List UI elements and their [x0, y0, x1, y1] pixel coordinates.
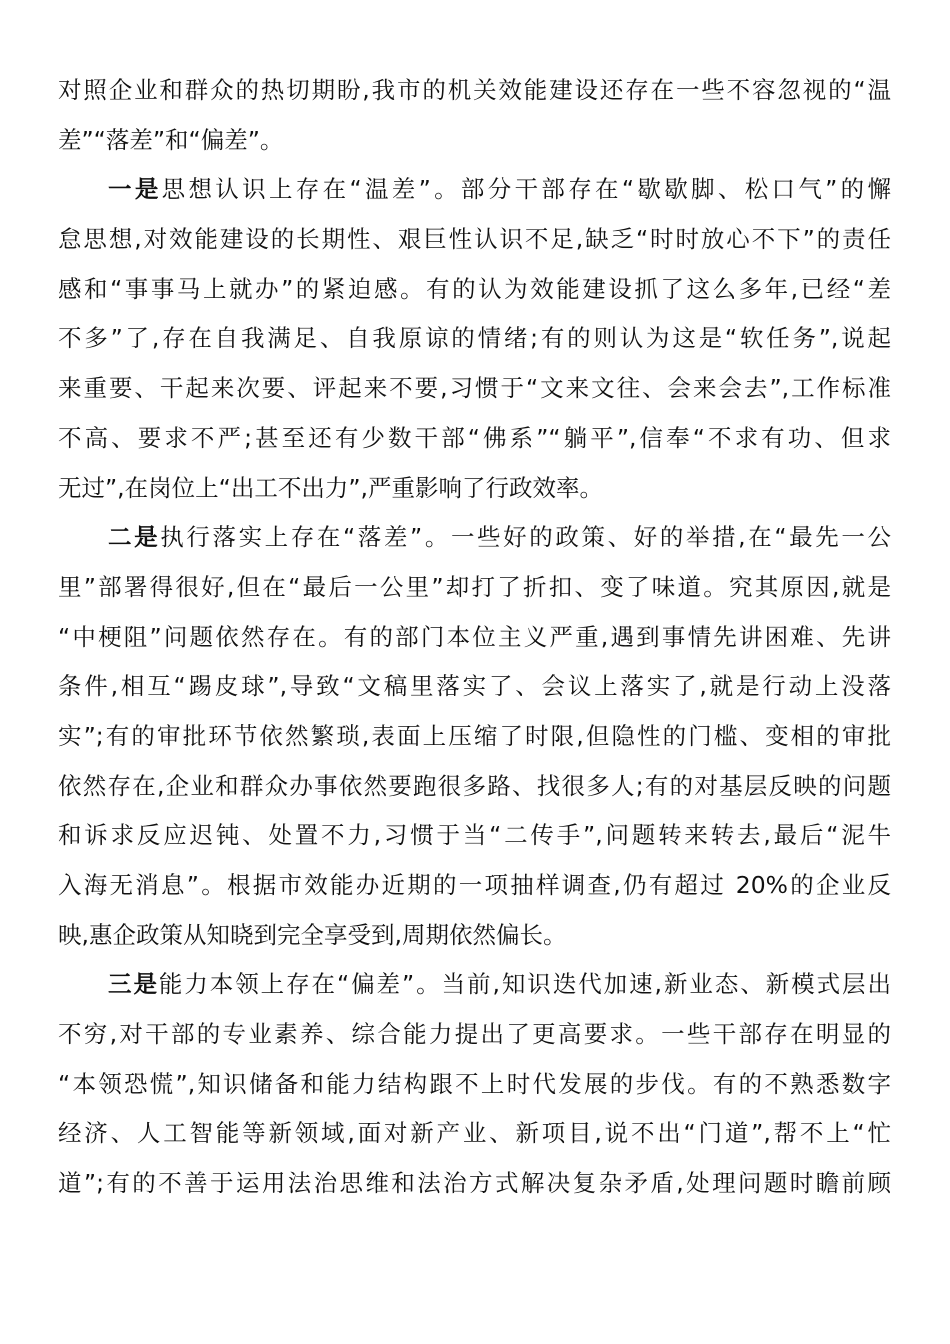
text-line: 对照企业和群众的热切期盼,我市的机关效能建设还存在一些不容忽视的“温	[58, 76, 891, 104]
text-line: 怠思想,对效能建设的长期性、艰巨性认识不足,缺乏“时时放心不下”的责任	[58, 225, 891, 254]
text-line: 道”;有的不善于运用法治思维和法治方式解决复杂矛盾,处理问题时瞻前顾	[58, 1169, 891, 1198]
paragraph-first-line	[58, 165, 891, 215]
text-line: 不高、要求不严;甚至还有少数干部“佛系”“躺平”,信奉“不求有功、但求	[58, 423, 891, 452]
text-span: 思想认识上存在“温差”。部分干部存在“歇歇脚、松口气”的懈	[161, 175, 891, 204]
paragraph-lead: 三是	[108, 970, 159, 999]
text-line: “中梗阻”问题依然存在。有的部门本位主义严重,遇到事情先讲困难、先讲	[58, 622, 891, 651]
text-line: 经济、人工智能等新领域,面对新产业、新项目,说不出“门道”,帮不上“忙	[58, 1119, 891, 1148]
text-line: 和诉求反应迟钝、处置不力,习惯于当“二传手”,问题转来转去,最后“泥牛	[58, 821, 891, 850]
text-line: 不穷,对干部的专业素养、综合能力提出了更高要求。一些干部存在明显的	[58, 1020, 891, 1049]
text-line: 差”“落差”和“偏差”。	[58, 125, 284, 154]
text-line: 映,惠企政策从知晓到完全享受到,周期依然偏长。	[58, 920, 567, 949]
text-line: 无过”,在岗位上“出工不出力”,严重影响了行政效率。	[58, 473, 603, 502]
paragraph-lead: 一是	[108, 175, 162, 204]
text-line: 依然存在,企业和群众办事依然要跑很多路、找很多人;有的对基层反映的问题	[58, 771, 891, 800]
text-line: 感和“事事马上就办”的紧迫感。有的认为效能建设抓了这么多年,已经“差	[58, 274, 891, 303]
text-line: 不多”了,存在自我满足、自我原谅的情绪;有的则认为这是“软任务”,说起	[58, 324, 891, 353]
text-line: “本领恐慌”,知识储备和能力结构跟不上时代发展的步伐。有的不熟悉数字	[58, 1069, 891, 1098]
text-line: 实”;有的审批环节依然繁琐,表面上压缩了时限,但隐性的门槛、变相的审批	[58, 721, 891, 750]
paragraph-first-line	[58, 513, 891, 563]
paragraph-lead: 二是	[108, 523, 161, 552]
text-line: 条件,相互“踢皮球”,导致“文稿里落实了、会议上落实了,就是行动上没落	[58, 672, 891, 701]
text-line: 入海无消息”。根据市效能办近期的一项抽样调查,仍有超过 20%的企业反	[58, 871, 891, 899]
text-line: 来重要、干起来次要、评起来不要,习惯于“文来文往、会来会去”,工作标准	[58, 374, 891, 403]
text-span: 执行落实上存在“落差”。一些好的政策、好的举措,在“最先一公	[160, 523, 892, 552]
document-page	[58, 66, 891, 1209]
paragraph-first-line	[58, 960, 891, 1010]
text-line: 里”部署得很好,但在“最后一公里”却打了折扣、变了味道。究其原因,就是	[58, 572, 891, 601]
text-span: 能力本领上存在“偏差”。当前,知识迭代加速,新业态、新模式层出	[158, 970, 891, 999]
